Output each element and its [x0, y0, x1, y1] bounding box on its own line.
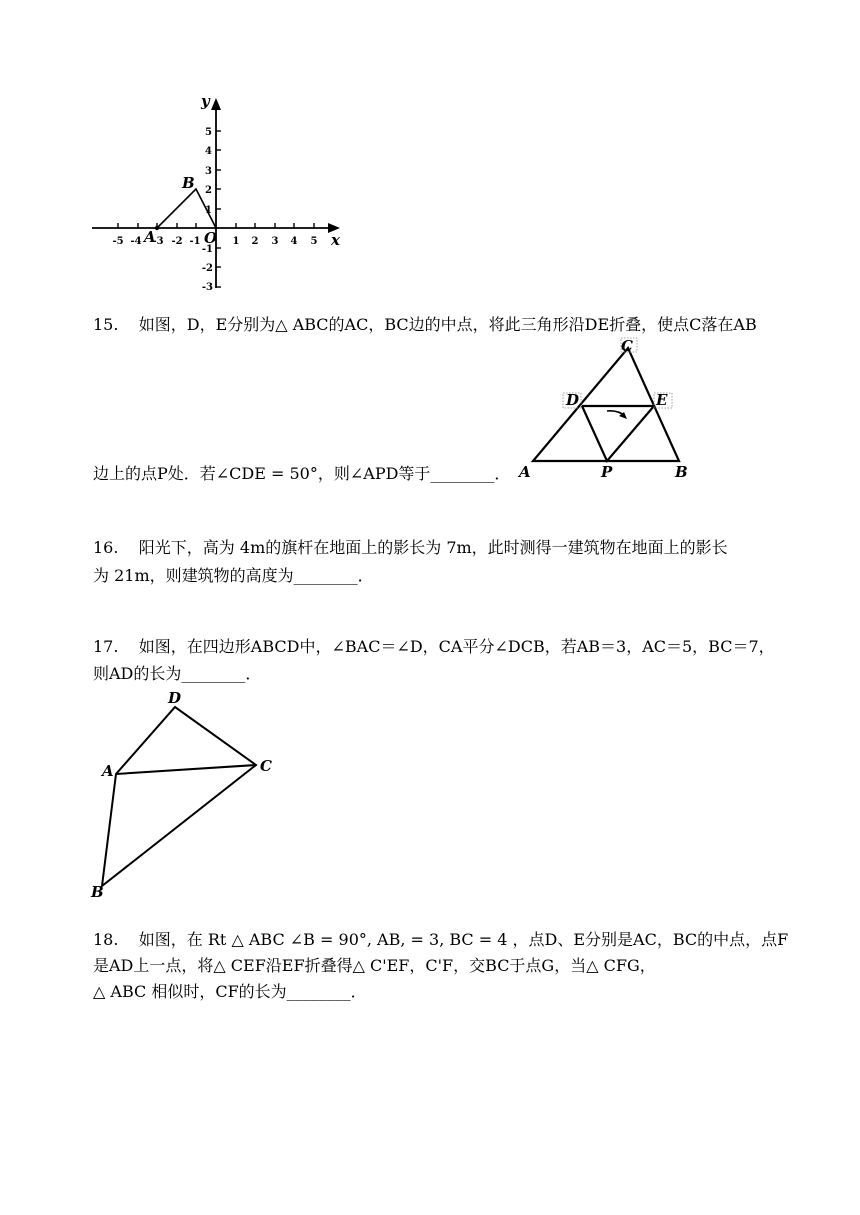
- y-axis-arrow: [211, 98, 221, 110]
- y-tick-label: 4: [205, 146, 212, 157]
- label-c: C: [260, 757, 272, 775]
- x-tick-label: -1: [189, 236, 201, 247]
- origin-label: O: [204, 229, 218, 247]
- q17-line1: [93, 634, 775, 660]
- y-tick-label: 3: [205, 166, 212, 177]
- folded-triangle-dpe: [582, 406, 654, 461]
- y-tick-label: -3: [201, 282, 213, 292]
- quadrilateral-abcd: [102, 707, 256, 886]
- label-a: A: [519, 463, 531, 481]
- x-axis-label: x: [331, 231, 340, 249]
- x-tick-label: 1: [232, 236, 240, 247]
- y-tick-label: 5: [205, 127, 212, 138]
- point-b-label: B: [182, 174, 195, 192]
- point-a-label: A: [144, 228, 156, 246]
- quadrilateral-figure: [88, 685, 288, 900]
- folded-triangle-figure: [515, 336, 695, 484]
- y-tick-label: 1: [205, 205, 212, 216]
- x-tick-label: 5: [310, 236, 318, 247]
- q16-text-1: 阳光下，高为 4m的旗杆在地面上的影长为 7m，此时测得一建筑物在地面上的影长: [138, 538, 728, 557]
- label-c: C: [621, 337, 633, 355]
- q15-line1: [93, 312, 757, 338]
- x-tick-label: 2: [251, 236, 259, 247]
- x-tick-label: 4: [290, 236, 298, 247]
- x-tick-label: -4: [130, 236, 142, 247]
- label-d: D: [566, 391, 580, 409]
- q15-number: 15.: [93, 315, 119, 334]
- q18-line3: △ ABC 相似时，CF的长为________．: [93, 982, 367, 1001]
- q17-text-1: 如图，在四边形ABCD中，∠BAC＝∠D，CA平分∠DCB，若AB＝3，AC＝5，BC＝7，: [138, 637, 775, 656]
- x-tick-label: -3: [152, 236, 164, 247]
- q18-text-1: 如图，在 Rt △ ABC ∠B = 90°, AB, = 3, BC = 4 ，点D、E分别是AC，BC的中点，点F: [138, 930, 789, 949]
- q16-line1: [93, 535, 728, 561]
- q16-number: 16.: [93, 538, 119, 557]
- q18-line1: [93, 927, 788, 953]
- label-b: B: [91, 883, 104, 900]
- q15-text-1: 如图，D，E分别为△ ABC的AC，BC边的中点，将此三角形沿DE折叠，使点C落在AB: [138, 315, 757, 334]
- label-b: B: [675, 463, 688, 481]
- y-tick-label: -2: [201, 263, 213, 274]
- x-tick-label: 3: [271, 236, 279, 247]
- q18-line2: 是AD上一点，将△ CEF沿EF折叠得△ C'EF，C'F，交BC于点G，当△ CFG，: [93, 956, 656, 975]
- y-tick-label: -1: [201, 244, 213, 255]
- q16-line2: 为 21m，则建筑物的高度为________．: [93, 566, 374, 585]
- x-tick-label: -2: [171, 236, 183, 247]
- q17-line2: 则AD的长为________．: [93, 664, 262, 683]
- q15-line2: 边上的点P处．若∠CDE = 50°，则∠APD等于________．: [93, 464, 511, 483]
- q17-number: 17.: [93, 637, 119, 656]
- label-d: D: [168, 689, 182, 707]
- y-axis-label: y: [201, 92, 210, 110]
- x-tick-label: -5: [112, 236, 124, 247]
- y-tick-label: 2: [205, 185, 212, 196]
- label-p: P: [601, 463, 613, 481]
- label-e: E: [656, 391, 668, 409]
- coordinate-figure: [90, 92, 350, 292]
- label-a: A: [102, 762, 114, 780]
- q18-number: 18.: [93, 930, 119, 949]
- diagonal-ac: [116, 765, 256, 774]
